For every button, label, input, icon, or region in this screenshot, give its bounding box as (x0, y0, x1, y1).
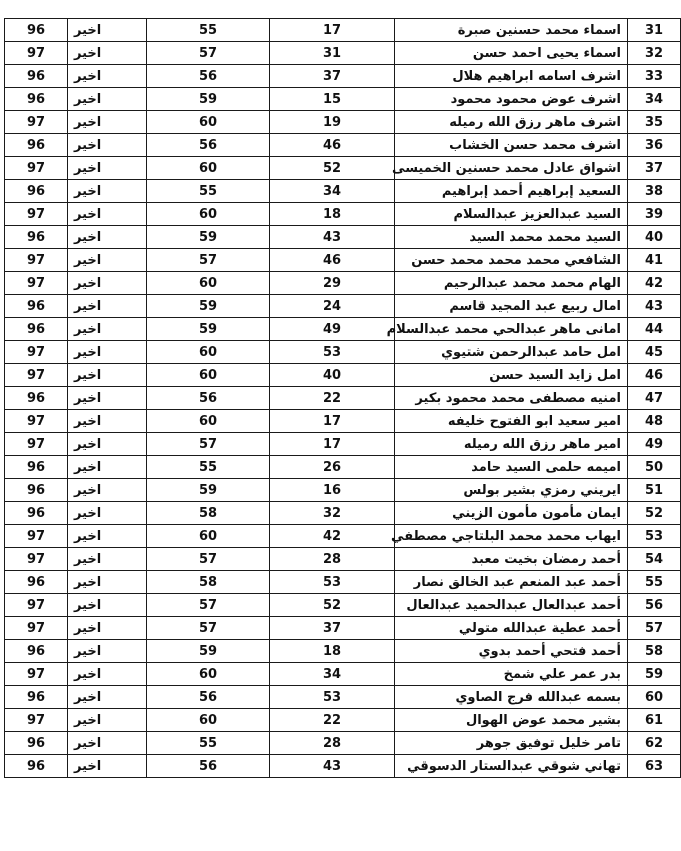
student-name-cell: السيد محمد محمد السيد (395, 226, 628, 249)
student-name-cell: أحمد عطية عبدالله متولي (395, 617, 628, 640)
score-1-cell: 59 (147, 295, 270, 318)
score-2-cell: 52 (270, 157, 395, 180)
student-name-cell: أحمد فتحي أحمد بدوي (395, 640, 628, 663)
rating-cell: اخير (68, 88, 147, 111)
table-row (5, 295, 681, 318)
grade-cell: 96 (5, 686, 68, 709)
grade-cell: 96 (5, 19, 68, 42)
grade-cell: 97 (5, 663, 68, 686)
row-number-cell: 62 (628, 732, 681, 755)
score-2-cell: 37 (270, 617, 395, 640)
score-2-cell: 42 (270, 525, 395, 548)
student-name-cell: الشافعي محمد محمد محمد حسن (395, 249, 628, 272)
rating-cell: اخير (68, 732, 147, 755)
grade-cell: 97 (5, 157, 68, 180)
score-2-cell: 16 (270, 479, 395, 502)
row-number-cell: 52 (628, 502, 681, 525)
grade-cell: 96 (5, 65, 68, 88)
rating-cell: اخير (68, 663, 147, 686)
score-2-cell: 37 (270, 65, 395, 88)
student-name-cell: امل زايد السيد حسن (395, 364, 628, 387)
row-number-cell: 37 (628, 157, 681, 180)
row-number-cell: 55 (628, 571, 681, 594)
score-1-cell: 57 (147, 42, 270, 65)
rating-cell: اخير (68, 157, 147, 180)
table-row (5, 387, 681, 410)
score-2-cell: 29 (270, 272, 395, 295)
grade-cell: 97 (5, 272, 68, 295)
rating-cell: اخير (68, 410, 147, 433)
table-row (5, 640, 681, 663)
table-row (5, 88, 681, 111)
table-row (5, 571, 681, 594)
grade-cell: 97 (5, 111, 68, 134)
student-name-cell: اسماء يحيى احمد حسن (395, 42, 628, 65)
grade-cell: 96 (5, 732, 68, 755)
rating-cell: اخير (68, 502, 147, 525)
score-1-cell: 59 (147, 479, 270, 502)
table-row (5, 318, 681, 341)
rating-cell: اخير (68, 295, 147, 318)
row-number-cell: 57 (628, 617, 681, 640)
score-1-cell: 60 (147, 410, 270, 433)
rating-cell: اخير (68, 387, 147, 410)
table-row (5, 617, 681, 640)
score-1-cell: 60 (147, 157, 270, 180)
student-name-cell: تامر خليل توفيق جوهر (395, 732, 628, 755)
score-2-cell: 26 (270, 456, 395, 479)
table-row (5, 594, 681, 617)
rating-cell: اخير (68, 433, 147, 456)
rating-cell: اخير (68, 364, 147, 387)
score-2-cell: 28 (270, 548, 395, 571)
grade-cell: 96 (5, 571, 68, 594)
row-number-cell: 44 (628, 318, 681, 341)
grades-table-body (5, 19, 681, 778)
score-1-cell: 60 (147, 663, 270, 686)
rating-cell: اخير (68, 42, 147, 65)
score-1-cell: 57 (147, 617, 270, 640)
score-1-cell: 59 (147, 640, 270, 663)
row-number-cell: 39 (628, 203, 681, 226)
score-1-cell: 56 (147, 134, 270, 157)
table-row (5, 755, 681, 778)
score-1-cell: 55 (147, 732, 270, 755)
grade-cell: 96 (5, 180, 68, 203)
score-1-cell: 55 (147, 456, 270, 479)
student-name-cell: اشرف عوض محمود محمود (395, 88, 628, 111)
grade-cell: 97 (5, 42, 68, 65)
table-row (5, 364, 681, 387)
score-2-cell: 32 (270, 502, 395, 525)
row-number-cell: 42 (628, 272, 681, 295)
score-2-cell: 19 (270, 111, 395, 134)
student-name-cell: امل حامد عبدالرحمن شتيوي (395, 341, 628, 364)
score-2-cell: 15 (270, 88, 395, 111)
score-2-cell: 46 (270, 249, 395, 272)
grade-cell: 96 (5, 479, 68, 502)
score-1-cell: 58 (147, 571, 270, 594)
table-row (5, 341, 681, 364)
score-2-cell: 18 (270, 640, 395, 663)
rating-cell: اخير (68, 226, 147, 249)
grade-cell: 97 (5, 709, 68, 732)
table-row (5, 548, 681, 571)
table-row (5, 203, 681, 226)
score-2-cell: 46 (270, 134, 395, 157)
grade-cell: 97 (5, 410, 68, 433)
table-row (5, 272, 681, 295)
grade-cell: 96 (5, 295, 68, 318)
grade-cell: 96 (5, 456, 68, 479)
row-number-cell: 50 (628, 456, 681, 479)
row-number-cell: 60 (628, 686, 681, 709)
grade-cell: 96 (5, 134, 68, 157)
score-1-cell: 56 (147, 387, 270, 410)
student-name-cell: أحمد عبد المنعم عبد الخالق نصار (395, 571, 628, 594)
student-name-cell: أحمد عبدالعال عبدالحميد عبدالعال (395, 594, 628, 617)
rating-cell: اخير (68, 249, 147, 272)
student-name-cell: اشواق عادل محمد حسنين الخميسى (395, 157, 628, 180)
row-number-cell: 63 (628, 755, 681, 778)
table-row (5, 42, 681, 65)
grade-cell: 96 (5, 755, 68, 778)
score-1-cell: 57 (147, 548, 270, 571)
table-row (5, 410, 681, 433)
student-name-cell: بسمه عبدالله فرج الصاوي (395, 686, 628, 709)
table-row (5, 433, 681, 456)
rating-cell: اخير (68, 571, 147, 594)
student-name-cell: أحمد رمضان بخيت معبد (395, 548, 628, 571)
score-2-cell: 52 (270, 594, 395, 617)
rating-cell: اخير (68, 755, 147, 778)
rating-cell: اخير (68, 594, 147, 617)
row-number-cell: 36 (628, 134, 681, 157)
grade-cell: 97 (5, 594, 68, 617)
table-row (5, 479, 681, 502)
score-1-cell: 60 (147, 341, 270, 364)
student-name-cell: اشرف اسامه ابراهيم هلال (395, 65, 628, 88)
rating-cell: اخير (68, 479, 147, 502)
rating-cell: اخير (68, 525, 147, 548)
table-row (5, 663, 681, 686)
score-2-cell: 17 (270, 19, 395, 42)
grade-cell: 97 (5, 203, 68, 226)
score-1-cell: 58 (147, 502, 270, 525)
grades-sheet (0, 18, 664, 844)
rating-cell: اخير (68, 548, 147, 571)
row-number-cell: 32 (628, 42, 681, 65)
rating-cell: اخير (68, 709, 147, 732)
row-number-cell: 46 (628, 364, 681, 387)
score-1-cell: 59 (147, 88, 270, 111)
row-number-cell: 45 (628, 341, 681, 364)
row-number-cell: 35 (628, 111, 681, 134)
student-name-cell: ايهاب محمد محمد البلتاجي مصطفي (395, 525, 628, 548)
row-number-cell: 38 (628, 180, 681, 203)
score-2-cell: 22 (270, 709, 395, 732)
score-1-cell: 60 (147, 709, 270, 732)
row-number-cell: 41 (628, 249, 681, 272)
score-2-cell: 17 (270, 433, 395, 456)
rating-cell: اخير (68, 180, 147, 203)
grade-cell: 96 (5, 318, 68, 341)
rating-cell: اخير (68, 318, 147, 341)
grade-cell: 97 (5, 548, 68, 571)
student-name-cell: ايريني رمزي بشير بولس (395, 479, 628, 502)
rating-cell: اخير (68, 134, 147, 157)
rating-cell: اخير (68, 19, 147, 42)
score-2-cell: 49 (270, 318, 395, 341)
row-number-cell: 58 (628, 640, 681, 663)
grade-cell: 97 (5, 433, 68, 456)
table-row (5, 525, 681, 548)
score-2-cell: 22 (270, 387, 395, 410)
score-2-cell: 34 (270, 180, 395, 203)
score-1-cell: 57 (147, 433, 270, 456)
row-number-cell: 49 (628, 433, 681, 456)
table-row (5, 134, 681, 157)
score-2-cell: 18 (270, 203, 395, 226)
rating-cell: اخير (68, 111, 147, 134)
grade-cell: 96 (5, 640, 68, 663)
score-1-cell: 56 (147, 65, 270, 88)
rating-cell: اخير (68, 456, 147, 479)
bottom-table-edge (0, 844, 640, 851)
score-2-cell: 31 (270, 42, 395, 65)
score-2-cell: 28 (270, 732, 395, 755)
student-name-cell: السيد عبدالعزيز عبدالسلام (395, 203, 628, 226)
grade-cell: 97 (5, 525, 68, 548)
score-1-cell: 59 (147, 226, 270, 249)
score-2-cell: 43 (270, 755, 395, 778)
score-2-cell: 40 (270, 364, 395, 387)
score-1-cell: 60 (147, 364, 270, 387)
grade-cell: 96 (5, 226, 68, 249)
top-table-edge (0, 0, 640, 18)
rating-cell: اخير (68, 341, 147, 364)
rating-cell: اخير (68, 640, 147, 663)
student-name-cell: امير سعيد ابو الفتوح خليفه (395, 410, 628, 433)
row-number-cell: 43 (628, 295, 681, 318)
grade-cell: 96 (5, 387, 68, 410)
score-1-cell: 56 (147, 755, 270, 778)
grade-cell: 97 (5, 249, 68, 272)
score-1-cell: 55 (147, 19, 270, 42)
student-name-cell: اسماء محمد حسنين صبرة (395, 19, 628, 42)
score-1-cell: 60 (147, 272, 270, 295)
student-name-cell: امال ربيع عبد المجيد قاسم (395, 295, 628, 318)
grade-cell: 96 (5, 88, 68, 111)
score-1-cell: 60 (147, 525, 270, 548)
table-row (5, 226, 681, 249)
table-row (5, 456, 681, 479)
row-number-cell: 34 (628, 88, 681, 111)
row-number-cell: 56 (628, 594, 681, 617)
score-1-cell: 57 (147, 249, 270, 272)
score-1-cell: 60 (147, 203, 270, 226)
table-row (5, 732, 681, 755)
score-2-cell: 24 (270, 295, 395, 318)
table-row (5, 686, 681, 709)
student-name-cell: اشرف محمد حسن الخشاب (395, 134, 628, 157)
row-number-cell: 40 (628, 226, 681, 249)
table-row (5, 502, 681, 525)
score-1-cell: 56 (147, 686, 270, 709)
row-number-cell: 47 (628, 387, 681, 410)
student-name-cell: بدر عمر علي شمخ (395, 663, 628, 686)
grades-table (4, 18, 681, 778)
table-row (5, 180, 681, 203)
student-name-cell: امنيه مصطفى محمد محمود بكير (395, 387, 628, 410)
score-2-cell: 43 (270, 226, 395, 249)
student-name-cell: تهاني شوقي عبدالستار الدسوقي (395, 755, 628, 778)
rating-cell: اخير (68, 686, 147, 709)
table-row (5, 157, 681, 180)
score-1-cell: 55 (147, 180, 270, 203)
row-number-cell: 51 (628, 479, 681, 502)
score-2-cell: 53 (270, 341, 395, 364)
rating-cell: اخير (68, 617, 147, 640)
rating-cell: اخير (68, 203, 147, 226)
row-number-cell: 61 (628, 709, 681, 732)
rating-cell: اخير (68, 65, 147, 88)
score-1-cell: 60 (147, 111, 270, 134)
table-row (5, 19, 681, 42)
table-row (5, 709, 681, 732)
row-number-cell: 33 (628, 65, 681, 88)
score-1-cell: 59 (147, 318, 270, 341)
rating-cell: اخير (68, 272, 147, 295)
student-name-cell: اشرف ماهر رزق الله رميله (395, 111, 628, 134)
student-name-cell: امانى ماهر عبدالحي محمد عبدالسلام (395, 318, 628, 341)
row-number-cell: 59 (628, 663, 681, 686)
row-number-cell: 54 (628, 548, 681, 571)
score-2-cell: 53 (270, 686, 395, 709)
table-row (5, 65, 681, 88)
grade-cell: 97 (5, 364, 68, 387)
grade-cell: 97 (5, 341, 68, 364)
table-row (5, 111, 681, 134)
student-name-cell: السعيد إبراهيم أحمد إبراهيم (395, 180, 628, 203)
grade-cell: 96 (5, 502, 68, 525)
score-2-cell: 53 (270, 571, 395, 594)
score-2-cell: 34 (270, 663, 395, 686)
score-2-cell: 17 (270, 410, 395, 433)
student-name-cell: اميمه حلمى السيد حامد (395, 456, 628, 479)
table-row (5, 249, 681, 272)
score-1-cell: 57 (147, 594, 270, 617)
student-name-cell: ايمان مأمون مأمون الزيني (395, 502, 628, 525)
student-name-cell: امير ماهر رزق الله رميله (395, 433, 628, 456)
row-number-cell: 31 (628, 19, 681, 42)
row-number-cell: 48 (628, 410, 681, 433)
grade-cell: 97 (5, 617, 68, 640)
student-name-cell: بشير محمد عوض الهوال (395, 709, 628, 732)
row-number-cell: 53 (628, 525, 681, 548)
student-name-cell: الهام محمد محمد عبدالرحيم (395, 272, 628, 295)
